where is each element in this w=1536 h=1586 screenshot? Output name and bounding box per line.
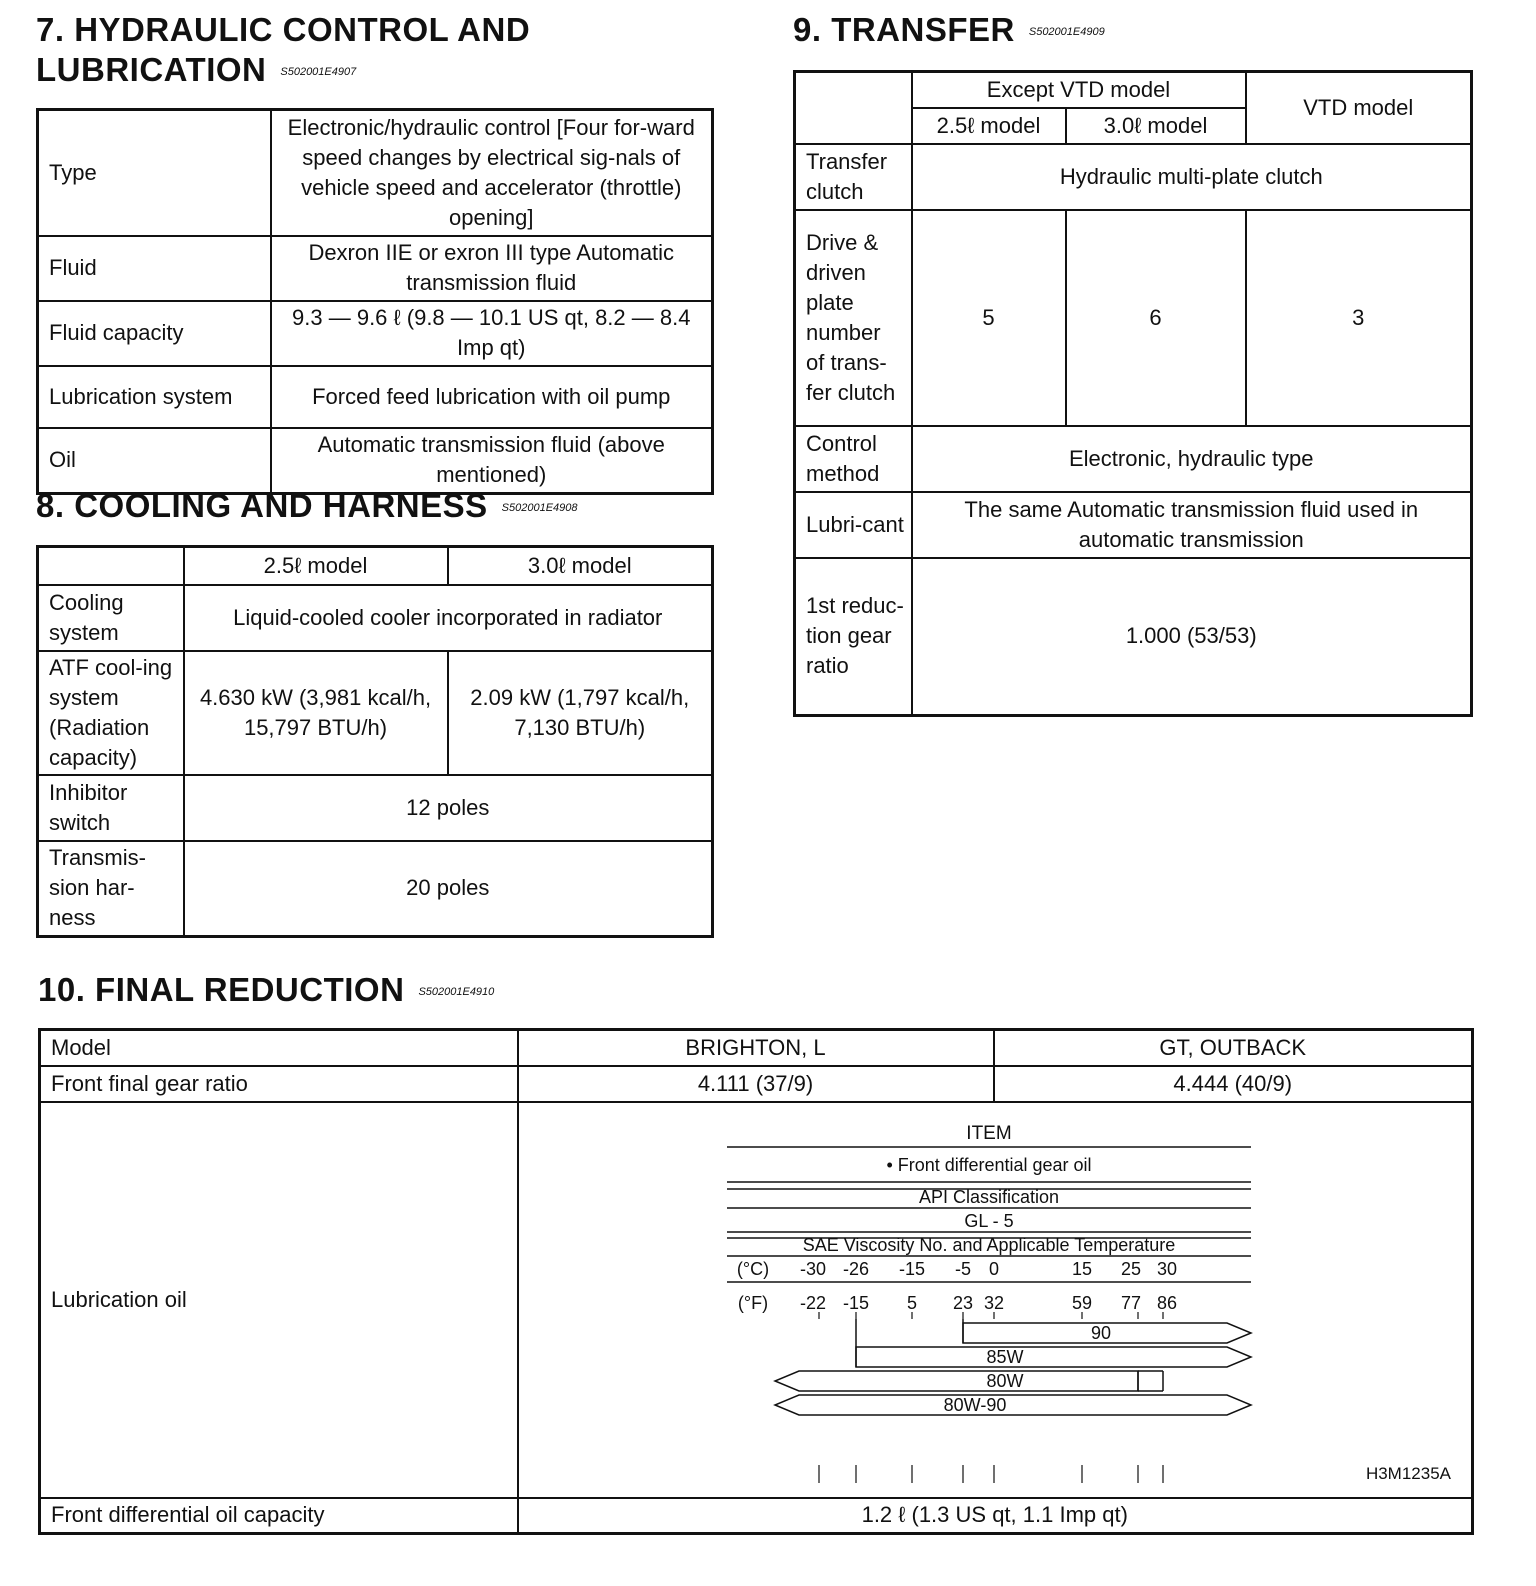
col-header-30: 3.0ℓ model xyxy=(448,547,713,585)
table-row xyxy=(38,366,713,428)
grade-bar-85w xyxy=(856,1347,1251,1367)
sae-header: SAE Viscosity No. and Applicable Temperature xyxy=(802,1234,1175,1255)
lubrication-chart xyxy=(519,1105,1472,1495)
row-value-30: 2.09 kW (1,797 kcal/h, 7,130 BTU/h) xyxy=(448,651,713,775)
row-label: Transfer clutch xyxy=(795,144,912,210)
hydraulic-control-table xyxy=(36,108,714,495)
row-label: Front final gear ratio xyxy=(40,1066,518,1102)
row-label: Type xyxy=(38,110,271,236)
ratio-a: 4.111 (37/9) xyxy=(518,1066,994,1102)
table-row xyxy=(38,841,713,937)
row-label: Drive & driven plate number of trans-fer clutch xyxy=(795,210,912,426)
celsius-tick-label: 15 xyxy=(1071,1258,1092,1279)
item-header: ITEM xyxy=(965,1122,1012,1144)
section-7-title-line1: 7. HYDRAULIC CONTROL AND xyxy=(36,11,531,48)
section-7-title-line2: LUBRICATION xyxy=(36,51,267,88)
row-value-30: 6 xyxy=(1066,210,1246,426)
item-value: • Front differential gear oil xyxy=(885,1154,1092,1175)
transfer-table xyxy=(793,70,1473,717)
row-value: Liquid-cooled cooler incorporated in radiator xyxy=(184,585,713,651)
row-label: Lubrication system xyxy=(38,366,271,428)
row-value: Electronic, hydraulic type xyxy=(912,426,1472,492)
row-value-25: 5 xyxy=(912,210,1066,426)
row-label: Fluid xyxy=(38,236,271,301)
row-label: Front differential oil capacity xyxy=(40,1498,518,1534)
row-label: Control method xyxy=(795,426,912,492)
row-label: Transmis-sion har-ness xyxy=(38,841,184,937)
fahrenheit-tick-label: 77 xyxy=(1120,1292,1141,1313)
table-row xyxy=(38,775,713,841)
fahrenheit-tick-label: 23 xyxy=(952,1292,973,1313)
grade-label: 90 xyxy=(1090,1322,1111,1343)
row-value: Hydraulic multi-plate clutch xyxy=(912,144,1472,210)
table-row xyxy=(795,210,1472,426)
row-value: Electronic/hydraulic control [Four for-ward speed changes by electrical sig-nals of vehicle speed and accelerator (throttle) opening] xyxy=(271,110,713,236)
fahrenheit-tick-label: 5 xyxy=(906,1292,917,1313)
celsius-tick-label: 30 xyxy=(1156,1258,1177,1279)
row-value: Dexron IIE or exron III type Automatic transmission fluid xyxy=(271,236,713,301)
grade-label: 85W xyxy=(985,1346,1024,1367)
celsius-tick-label: -30 xyxy=(799,1258,826,1279)
col-header-25: 2.5ℓ model xyxy=(912,108,1066,144)
row-value: Forced feed lubrication with oil pump xyxy=(271,366,713,428)
row-value: 9.3 — 9.6 ℓ (9.8 — 10.1 US qt, 8.2 — 8.4 Imp qt) xyxy=(271,301,713,366)
row-value: Automatic transmission fluid (above mentioned) xyxy=(271,428,713,494)
fahrenheit-tick-label: 86 xyxy=(1156,1292,1177,1313)
table-row xyxy=(38,547,713,585)
section-9-code: S502001E4909 xyxy=(1028,26,1105,39)
row-value: The same Automatic transmission fluid used in automatic transmission xyxy=(912,492,1472,558)
table-row xyxy=(38,301,713,366)
col-header-25: 2.5ℓ model xyxy=(184,547,448,585)
table-row xyxy=(38,236,713,301)
section-10-title-text: 10. FINAL REDUCTION xyxy=(38,971,405,1008)
row-value-25: 4.630 kW (3,981 kcal/h, 15,797 BTU/h) xyxy=(184,651,448,775)
fahrenheit-label: (°F) xyxy=(737,1292,768,1313)
table-row xyxy=(38,428,713,494)
row-value: 20 poles xyxy=(184,841,713,937)
section-7-code: S502001E4907 xyxy=(280,66,357,79)
row-value: 12 poles xyxy=(184,775,713,841)
section-8-title-text: 8. COOLING AND HARNESS xyxy=(36,487,488,524)
table-row xyxy=(795,144,1472,210)
figure-id: H3M1235A xyxy=(1365,1463,1451,1483)
table-row xyxy=(795,558,1472,716)
row-label: Inhibitor switch xyxy=(38,775,184,841)
row-label: ATF cool-ing system (Radiation capacity) xyxy=(38,651,184,775)
grade-bar-80w xyxy=(775,1371,1138,1391)
empty-cell xyxy=(795,72,912,144)
col-header-30: 3.0ℓ model xyxy=(1066,108,1246,144)
col-header-vtd: VTD model xyxy=(1246,72,1472,144)
model-b: GT, OUTBACK xyxy=(994,1030,1473,1066)
ratio-b: 4.444 (40/9) xyxy=(994,1066,1473,1102)
table-row xyxy=(795,72,1472,108)
section-9-title-text: 9. TRANSFER xyxy=(793,11,1015,48)
section-10-code: S502001E4910 xyxy=(418,986,495,999)
row-label: Model xyxy=(40,1030,518,1066)
final-reduction-table xyxy=(38,1028,1474,1535)
viscosity-chart xyxy=(519,1105,1473,1495)
table-row xyxy=(38,651,713,775)
celsius-tick-label: 25 xyxy=(1120,1258,1141,1279)
fahrenheit-tick-label: -22 xyxy=(799,1292,826,1313)
celsius-tick-label: -15 xyxy=(898,1258,925,1279)
table-row xyxy=(40,1030,1473,1066)
table-row xyxy=(795,492,1472,558)
fahrenheit-tick-label: -15 xyxy=(842,1292,869,1313)
section-8-title xyxy=(36,486,578,528)
section-10-title xyxy=(38,970,494,1012)
col-header-except-vtd: Except VTD model xyxy=(912,72,1246,108)
fahrenheit-tick-label: 32 xyxy=(983,1292,1004,1313)
table-row xyxy=(40,1066,1473,1102)
grade-label: 80W-90 xyxy=(943,1394,1006,1415)
celsius-tick-label: -5 xyxy=(954,1258,971,1279)
section-7-title xyxy=(36,10,530,92)
section-9-title xyxy=(793,10,1105,52)
table-row xyxy=(40,1498,1473,1534)
api-header: API Classification xyxy=(918,1186,1059,1207)
row-value-vtd: 3 xyxy=(1246,210,1472,426)
grade-bar-80w-90 xyxy=(775,1395,1251,1415)
row-label: Lubri-cant xyxy=(795,492,912,558)
api-value: GL - 5 xyxy=(963,1210,1014,1231)
celsius-tick-label: -26 xyxy=(842,1258,869,1279)
table-row xyxy=(795,426,1472,492)
table-row xyxy=(40,1102,1473,1498)
cooling-harness-table xyxy=(36,545,714,938)
celsius-label: (°C) xyxy=(736,1258,769,1279)
celsius-tick-label: 0 xyxy=(988,1258,999,1279)
section-8-code: S502001E4908 xyxy=(501,502,578,515)
lubrication-chart-cell xyxy=(518,1102,1473,1498)
model-a: BRIGHTON, L xyxy=(518,1030,994,1066)
row-label: 1st reduc-tion gear ratio xyxy=(795,558,912,716)
row-value: 1.2 ℓ (1.3 US qt, 1.1 Imp qt) xyxy=(518,1498,1473,1534)
row-label: Cooling system xyxy=(38,585,184,651)
table-row xyxy=(38,110,713,236)
empty-cell xyxy=(38,547,184,585)
table-row xyxy=(38,585,713,651)
row-label: Oil xyxy=(38,428,271,494)
row-label: Lubrication oil xyxy=(40,1102,518,1498)
grade-label: 80W xyxy=(985,1370,1024,1391)
fahrenheit-tick-label: 59 xyxy=(1071,1292,1092,1313)
row-label: Fluid capacity xyxy=(38,301,271,366)
row-value: 1.000 (53/53) xyxy=(912,558,1472,716)
